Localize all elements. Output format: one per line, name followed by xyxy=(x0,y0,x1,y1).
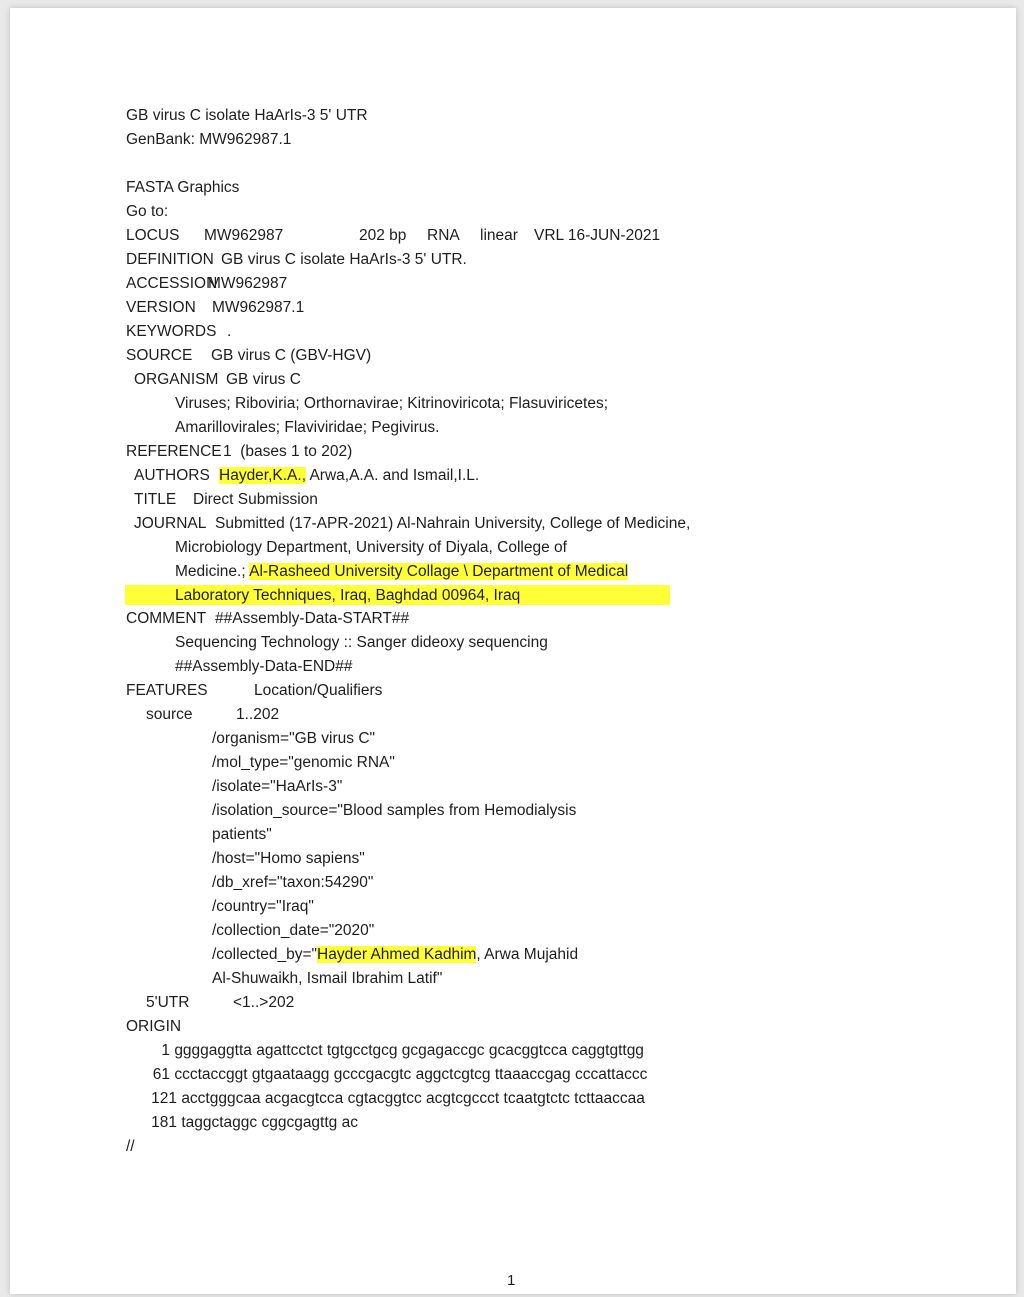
sequence-line xyxy=(126,1065,647,1085)
title-value: Direct Submission xyxy=(193,491,318,508)
record-title: GB virus C isolate HaArIs-3 5' UTR xyxy=(126,107,368,124)
collected-by-highlight: Hayder Ahmed Kadhim xyxy=(317,946,477,963)
sequence-position: 121 xyxy=(151,1090,177,1107)
comment-line: Sequencing Technology :: Sanger dideoxy sequencing xyxy=(175,634,548,651)
organism-lineage: Amarillovirales; Flaviviridae; Pegivirus. xyxy=(175,419,440,436)
qualifier-collected-by: Al-Shuwaikh, Ismail Ibrahim Latif" xyxy=(212,970,443,987)
journal-highlight: Al-Rasheed University Collage \ Department of Medical xyxy=(249,563,629,580)
sequence-line xyxy=(126,1041,644,1061)
sequence-bases: acctgggcaa acgacgtcca cgtacggtcc acgtcgccct tcaatgtctc tcttaaccaa xyxy=(181,1090,645,1107)
genbank-id: GenBank: MW962987.1 xyxy=(126,131,292,148)
qualifier-isolation-source: patients" xyxy=(212,826,272,843)
reference-value: 1 (bases 1 to 202) xyxy=(223,443,353,460)
qualifier-host: /host="Homo sapiens" xyxy=(212,850,365,867)
qualifier-mol-type: /mol_type="genomic RNA" xyxy=(212,754,395,771)
title-key: TITLE xyxy=(134,491,177,508)
authors-value xyxy=(219,466,479,486)
accession-key: ACCESSION xyxy=(126,275,218,292)
page-number: 1 xyxy=(507,1272,516,1289)
keywords-key: KEYWORDS xyxy=(126,323,217,340)
fasta-graphics-links[interactable]: FASTA Graphics xyxy=(126,179,240,196)
feature-source-location: 1..202 xyxy=(236,706,280,723)
comment-line: ##Assembly-Data-END## xyxy=(175,658,353,675)
sequence-line xyxy=(126,1113,358,1133)
record-terminator: // xyxy=(126,1138,135,1155)
version-key: VERSION xyxy=(126,299,196,316)
journal-line-plain: Medicine.; xyxy=(175,563,250,580)
feature-utr-location: <1..>202 xyxy=(233,994,295,1011)
journal-line: Submitted (17-APR-2021) Al-Nahrain University, College of Medicine, xyxy=(215,515,691,532)
journal-line xyxy=(175,562,628,582)
qualifier-db-xref: /db_xref="taxon:54290" xyxy=(212,874,374,891)
source-value: GB virus C (GBV-HGV) xyxy=(211,347,372,364)
sequence-position: 181 xyxy=(151,1114,177,1131)
sequence-bases: taggctaggc cggcgagttg ac xyxy=(181,1114,358,1131)
sequence-position: 1 xyxy=(161,1042,170,1059)
feature-utr-key: 5'UTR xyxy=(146,994,190,1011)
qualifier-isolation-source: /isolation_source="Blood samples from Hemodialysis xyxy=(212,802,577,819)
go-to-label: Go to: xyxy=(126,203,169,220)
collected-by-rest: , Arwa Mujahid xyxy=(476,946,579,963)
source-key: SOURCE xyxy=(126,347,193,364)
organism-value: GB virus C xyxy=(226,371,301,388)
locus-name: MW962987 xyxy=(204,227,284,244)
comment-line: ##Assembly-Data-START## xyxy=(215,610,410,627)
qualifier-country: /country="Iraq" xyxy=(212,898,314,915)
reference-key: REFERENCE xyxy=(126,443,222,460)
comment-key: COMMENT xyxy=(126,610,207,627)
sequence-bases: ggggaggtta agattcctct tgtgcctgcg gcgagaccgc gcacggtcca caggtgttgg xyxy=(174,1042,644,1059)
locus-length: 202 bp xyxy=(359,227,407,244)
journal-line: Microbiology Department, University of Diyala, College of xyxy=(175,539,567,556)
sequence-line xyxy=(126,1089,645,1109)
locus-key: LOCUS xyxy=(126,227,180,244)
keywords-value: . xyxy=(227,323,232,340)
qualifier-collection-date: /collection_date="2020" xyxy=(212,922,375,939)
sequence-bases: ccctaccggt gtgaataagg gcccgacgtc aggctcgtcg ttaaaccgag cccattaccc xyxy=(174,1066,648,1083)
qualifier-isolate: /isolate="HaArIs-3" xyxy=(212,778,343,795)
journal-key: JOURNAL xyxy=(134,515,207,532)
locus-division-date: VRL 16-JUN-2021 xyxy=(534,227,661,244)
authors-rest: Arwa,A.A. and Ismail,I.L. xyxy=(306,467,480,484)
version-value: MW962987.1 xyxy=(212,299,305,316)
organism-lineage: Viruses; Riboviria; Orthornavirae; Kitrinoviricota; Flasuviricetes; xyxy=(175,395,609,412)
sequence-position: 61 xyxy=(152,1066,170,1083)
accession-value: MW962987 xyxy=(208,275,288,292)
authors-key: AUTHORS xyxy=(134,467,210,484)
locus-topology: linear xyxy=(480,227,518,244)
collected-by-prefix: /collected_by=" xyxy=(212,946,318,963)
authors-highlight: Hayder,K.A., xyxy=(219,467,307,484)
qualifier-collected-by xyxy=(212,945,578,965)
organism-key: ORGANISM xyxy=(134,371,219,388)
feature-source-key: source xyxy=(146,706,193,723)
qualifier-organism: /organism="GB virus C" xyxy=(212,730,376,747)
origin-key: ORIGIN xyxy=(126,1018,182,1035)
definition-key: DEFINITION xyxy=(126,251,214,268)
locus-moltype: RNA xyxy=(427,227,460,244)
definition-value: GB virus C isolate HaArIs-3 5' UTR. xyxy=(221,251,467,268)
features-header: Location/Qualifiers xyxy=(254,682,383,699)
features-key: FEATURES xyxy=(126,682,208,699)
journal-highlight: Laboratory Techniques, Iraq, Baghdad 00964, Iraq xyxy=(175,587,521,604)
